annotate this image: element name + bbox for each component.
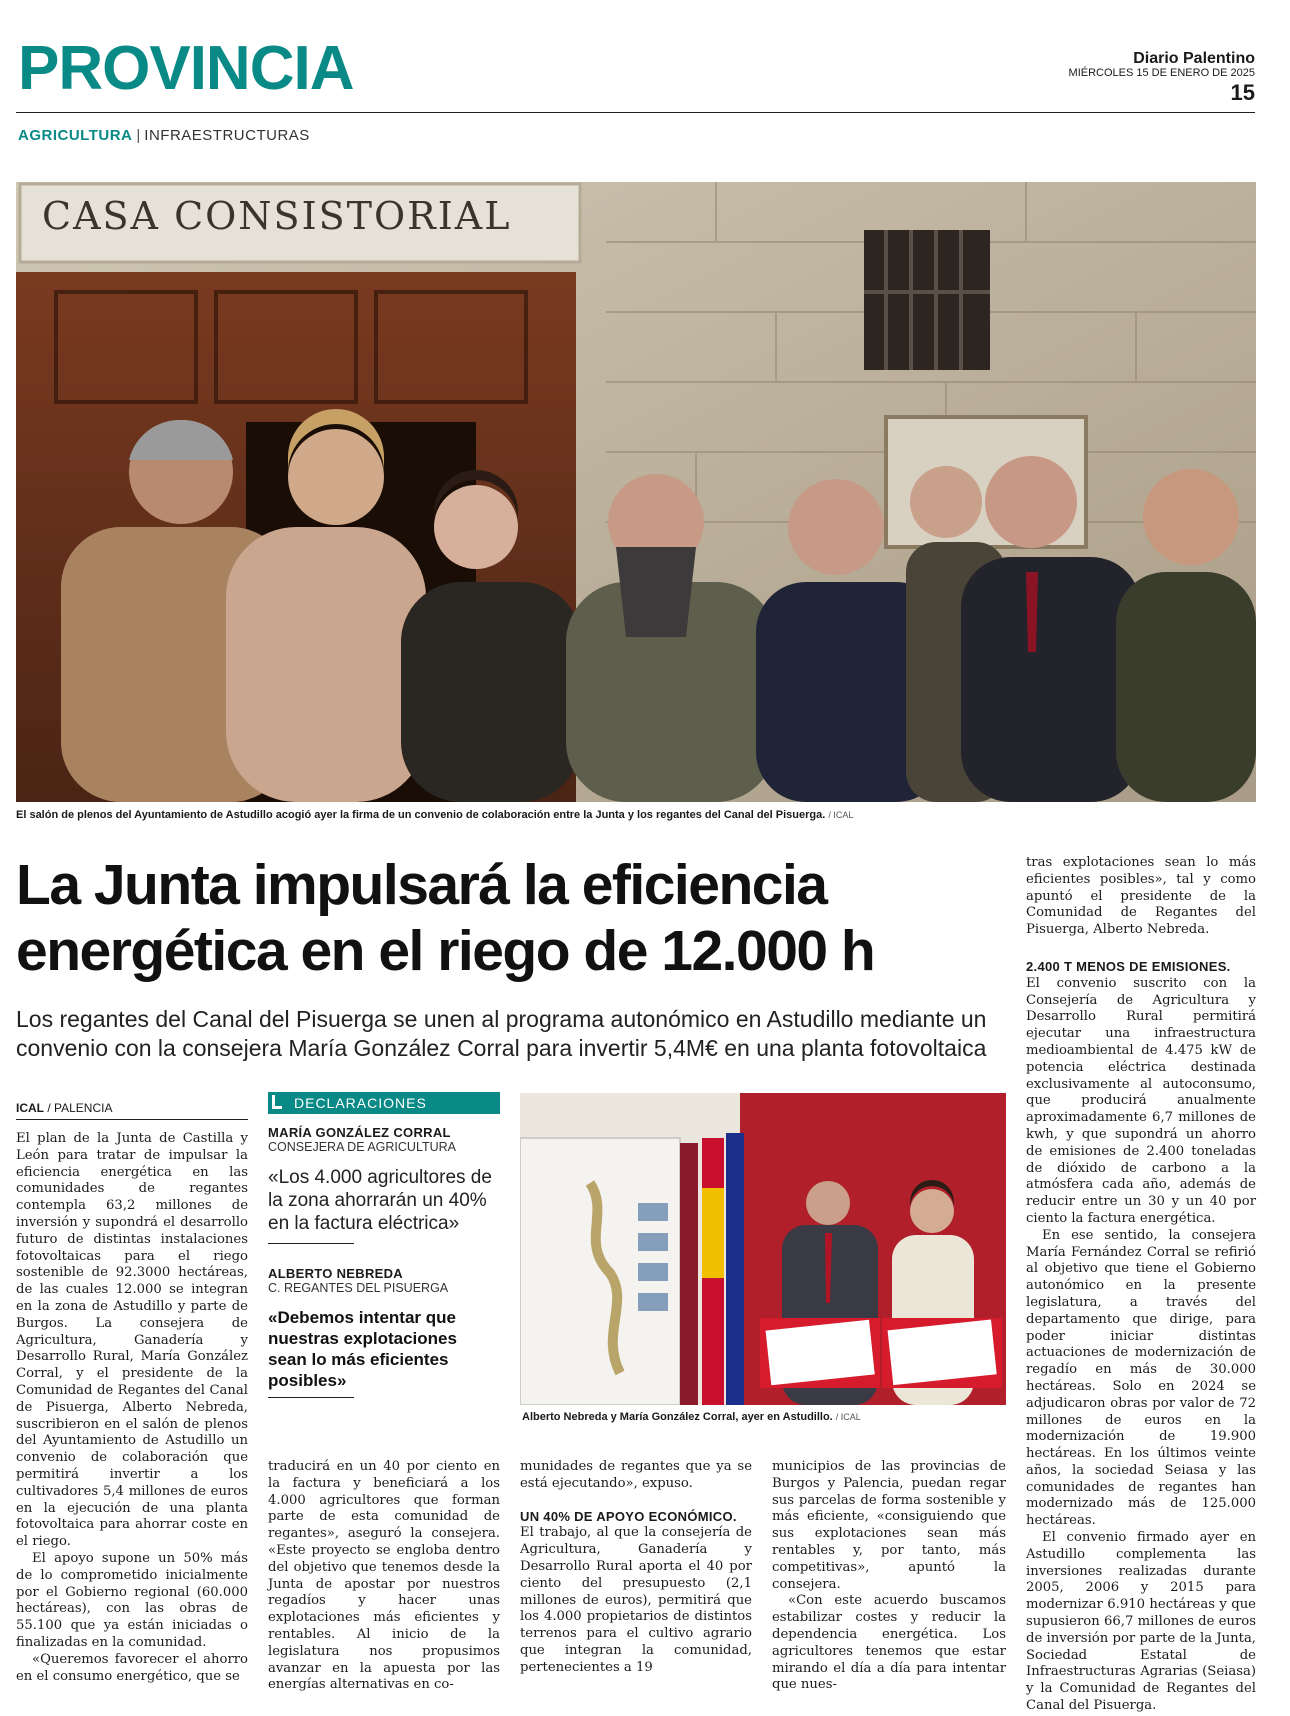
article-column-1 <box>16 1131 248 1685</box>
col5-paragraph: En ese sentido, la consejera María Fernández Corral se refirió al objetivo que tiene el Gobierno autonómico en la presente legislatura, a través del departamento que dirige, para poder iniciar distintas actuaciones de modernización de regadío en más de 30.000 hectáreas. Solo en 2024 se adjudicaron obras por valor de 72 millones de euros en la modernización de 19.900 hectáreas. En los últimos veinte años, la sociedad Seiasa y las comunidades de regantes han modernizado más de 125.000 hectáreas. <box>1026 1227 1256 1529</box>
byline-place: PALENCIA <box>54 1101 113 1115</box>
quote-divider <box>268 1397 354 1398</box>
main-caption-credit: / ICAL <box>828 810 854 820</box>
declaraciones-marker-icon <box>272 1095 282 1109</box>
paper-name: Diario Palentino <box>1133 50 1255 67</box>
article-column-2 <box>268 1459 500 1694</box>
quote1-text: «Los 4.000 agricultores de la zona ahorrarán un 40% en la factura eléctrica» <box>268 1167 492 1234</box>
col4-paragraph: municipios de las provincias de Burgos y Palencia, puedan regar sus parcelas de forma sostenible y más eficiente, «consiguiendo que sus explotaciones sean más rentables y, por tanto, más competitivas», apuntó la consejera. <box>772 1459 1006 1592</box>
main-caption-text: El salón de plenos del Ayuntamiento de Astudillo acogió ayer la firma de un convenio de colaboración entre la Junta y los regantes del Canal del Pisuerga. <box>16 809 826 821</box>
article-column-5 <box>1026 855 1256 1715</box>
quote2-name: ALBERTO NEBREDA <box>268 1266 403 1281</box>
col2-paragraph: traducirá en un 40 por ciento en la factura y beneficiará a los 4.000 agricultores que forman parte de esta comunidad de regantes», aseguró la consejera. «Este proyecto se engloba dentro del objetivo que tenemos desde la Junta de apostar por nuestros regadíos y hacer unas explotaciones más eficientes y rentables. Al inicio de la legislatura nos propusimos avanzar en la apuesta por las energías alternativas en co- <box>268 1459 500 1693</box>
quote-divider <box>268 1243 354 1244</box>
col3-subheading: UN 40% DE APOYO ECONÓMICO. <box>520 1508 737 1524</box>
signing-photo-caption <box>522 1411 861 1423</box>
col5-paragraph: El convenio suscrito con la Consejería de Agricultura y Desarrollo Rural permitirá ejecutar una infraestructura medioambiental de 4.475 kW de potencia eléctrica destinada exclusivamente al autoconsumo, que producirá anualmente aproximadamente 6,7 millones de kwh, y que supondrá un ahorro de emisiones de 2.400 toneladas de dióxido de carbono a la atmósfera cada año, además de reducir entre un 30 y un 40 por ciento la factura energética. <box>1026 975 1256 1226</box>
kicker-secondary: INFRAESTRUCTURAS <box>144 127 310 144</box>
main-photo-illustration <box>16 182 1256 802</box>
headline: La Junta impulsará la eficiencia energética en el riego de 12.000 h <box>16 853 875 983</box>
quote2-text: «Debemos intentar que nuestras explotaciones sean lo más eficientes posibles» <box>268 1308 457 1390</box>
kicker-primary: AGRICULTURA <box>18 127 133 144</box>
byline-agency: ICAL <box>16 1101 44 1115</box>
article-column-3 <box>520 1459 752 1677</box>
col5-paragraph: El convenio firmado ayer en Astudillo complementa las inversiones realizadas durante 2005, 2006 y 2015 para modernizar 6.910 hectáreas y que supusieron 66,7 millones de euros de inversión por parte de la Junta, Sociedad Estatal de Infraestructuras Agrarias (Seiasa) y la Comunidad de Regantes del Canal del Pisuerga. <box>1026 1530 1256 1714</box>
col5-subheading: 2.400 T MENOS DE EMISIONES. <box>1026 958 1231 974</box>
byline <box>16 1101 248 1120</box>
subheadline: Los regantes del Canal del Pisuerga se unen al programa autonómico en Astudillo mediante un convenio con la consejera María González Corral para invertir 5,4M€ en una planta fotovoltaica <box>16 1006 987 1061</box>
page-number: 15 <box>1230 80 1255 105</box>
quote2-role: C. REGANTES DEL PISUERGA <box>268 1281 449 1295</box>
main-photo-caption <box>16 809 853 821</box>
col1-paragraph: El apoyo supone un 50% más de lo comprometido inicialmente por el Gobierno regional (60.000 hectáreas), con las obras de 55.100 que ya están iniciadas o finalizadas en la comunidad. <box>16 1550 248 1650</box>
col1-paragraph: «Queremos favorecer el ahorro en el consumo energético, que se <box>16 1651 248 1684</box>
col3-paragraph: El trabajo, al que la consejería de Agricultura, Ganadería y Desarrollo Rural aporta el 40 por ciento del presupuesto (2,1 millones de euros), permitirá que los 4.000 propietarios de distintos terrenos para el cultivo agrario que integran la comunidad, pertenecientes a 19 <box>520 1525 752 1675</box>
issue-date: MIÉRCOLES 15 DE ENERO DE 2025 <box>1068 67 1255 79</box>
signing-caption-text: Alberto Nebreda y María González Corral, ayer en Astudillo. <box>522 1411 833 1423</box>
header-divider <box>16 112 1255 113</box>
byline-separator: / <box>44 1101 55 1115</box>
col5-paragraph: tras explotaciones sean lo más eficientes posibles», tal y como apuntó el presidente de la Comunidad de Regantes del Pisuerga, Alberto Nebreda. <box>1026 855 1256 938</box>
quote1-name: MARÍA GONZÁLEZ CORRAL <box>268 1125 451 1140</box>
declaraciones-header <box>268 1092 500 1114</box>
casa-consistorial-sign: CASA CONSISTORIAL <box>42 194 512 238</box>
kicker-separator: | <box>136 127 141 144</box>
declaraciones-label: DECLARACIONES <box>294 1095 427 1111</box>
quote1-role: CONSEJERA DE AGRICULTURA <box>268 1140 457 1154</box>
col3-paragraph: munidades de regantes que ya se está ejecutando», expuso. <box>520 1459 752 1491</box>
signing-photo-illustration <box>520 1093 1006 1405</box>
article-column-4 <box>772 1459 1006 1694</box>
main-photo <box>16 182 1256 802</box>
col1-paragraph: El plan de la Junta de Castilla y León para tratar de impulsar la eficiencia energética en las comunidades de regantes contempla 63,2 millones de inversión y supondrá el desarrollo futuro de distintas instalaciones fotovoltaicas para el riego sostenible de 92.3000 hectáreas, de las cuales 12.000 se integran en la zona de Astudillo y parte de Burgos. La consejera de Agricultura, Ganadería y Desarrollo Rural, María González Corral, y el presidente de la Comunidad de Regantes del Canal de Pisuerga, Alberto Nebreda, suscribieron en el salón de plenos del Ayuntamiento de Astudillo un convenio de colaboración que permitirá invertir a los cultivadores 5,4 millones de euros en la ejecución de una planta fotovoltaica para ahorrar coste en el riego. <box>16 1131 248 1550</box>
signing-photo <box>520 1093 1006 1405</box>
signing-caption-credit: / ICAL <box>835 1412 861 1422</box>
section-title: PROVINCIA <box>18 34 354 103</box>
col4-paragraph: «Con este acuerdo buscamos estabilizar costes y reducir la dependencia energética. Los agricultores tenemos que estar mirando el día a día para intentar que nues- <box>772 1593 1006 1693</box>
declaraciones-box <box>268 1125 500 1398</box>
section-kicker <box>18 127 310 144</box>
